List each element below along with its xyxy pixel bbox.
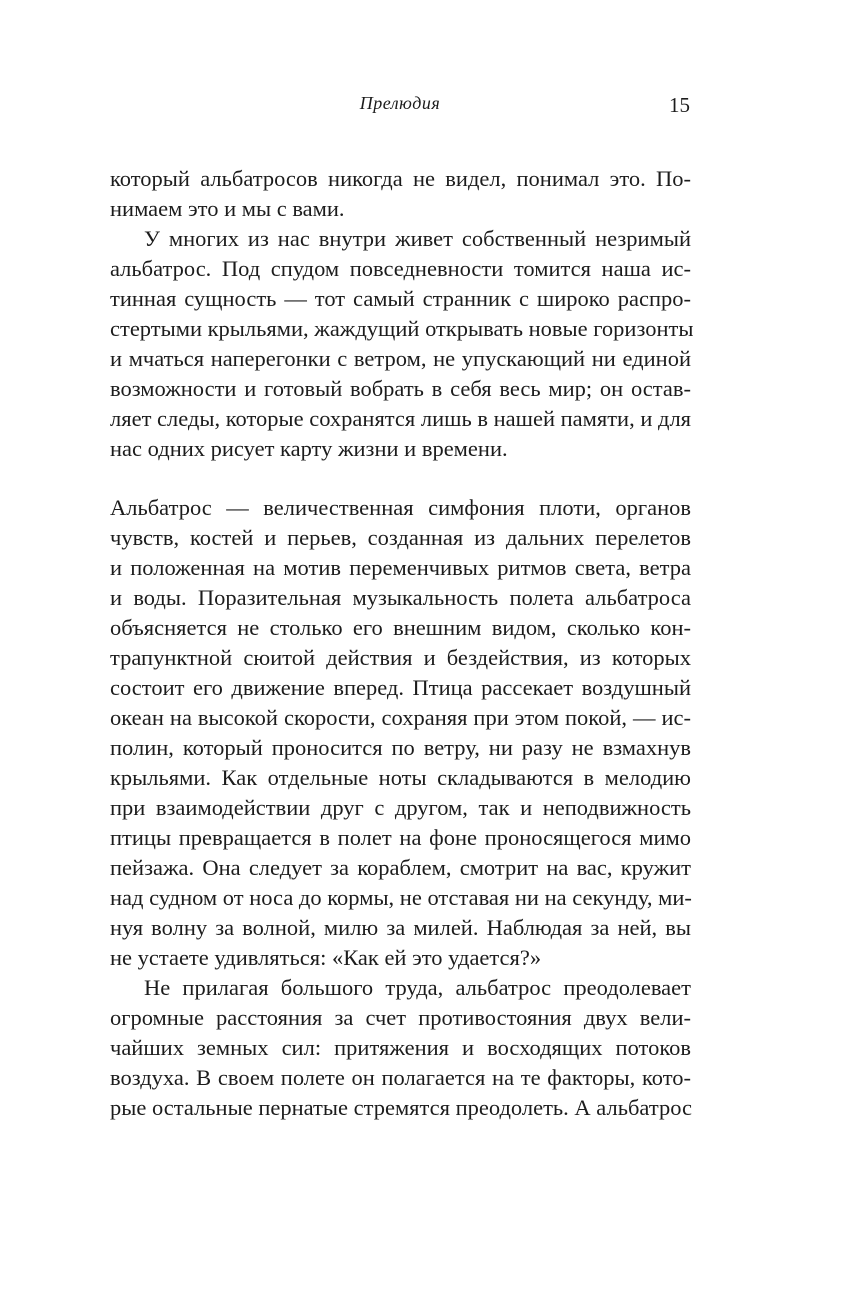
text-line: тинная сущность — тот самый странник с широко распро- — [110, 286, 691, 311]
text-line: ляет следы, которые сохранятся лишь в нашей памяти, и для — [110, 406, 692, 431]
text-line: пейзажа. Она следует за кораблем, смотрит на вас, кружит — [110, 855, 691, 880]
text-line: который альбатросов никогда не видел, понимал это. По- — [110, 166, 691, 191]
text-line: рые остальные пернатые стремятся преодолеть. А альбатрос — [110, 1095, 692, 1120]
text-line: не устаете удивляться: «Как ей это удается?» — [110, 945, 542, 970]
text-line: Альбатрос — величественная симфония плоти, органов — [110, 495, 691, 520]
text-line: океан на высокой скорости, сохраняя при этом покой, — ис- — [110, 705, 691, 730]
text-line: при взаимодействии друг с другом, так и неподвижность — [110, 795, 691, 820]
paragraph — [110, 224, 694, 464]
text-line: воздуха. В своем полете он полагается на те факторы, кото- — [110, 1065, 691, 1090]
text-line: нуя волну за волной, милю за милей. Наблюдая за ней, вы — [110, 915, 691, 940]
text-line: и мчаться наперегонки с ветром, не упускающий ни единой — [110, 346, 691, 371]
paragraph — [110, 493, 691, 973]
text-line: У многих из нас внутри живет собственный незримый — [144, 226, 691, 251]
text-line: крыльями. Как отдельные ноты складываются в мелодию — [110, 765, 691, 790]
text-line: стертыми крыльями, жаждущий открывать новые горизонты — [110, 316, 694, 341]
running-title: Прелюдия — [359, 93, 441, 113]
paragraph — [110, 973, 691, 1123]
text-line: над судном от носа до кормы, не отставая ни на секунду, ми- — [110, 885, 692, 910]
text-line: нас одних рисует карту жизни и времени. — [110, 436, 508, 461]
text-line: трапунктной сюитой действия и бездействия, из которых — [110, 645, 691, 670]
text-line: возможности и готовый вобрать в себя весь мир; он остав- — [110, 376, 691, 401]
text-line: альбатрос. Под спудом повседневности томится наша ис- — [110, 256, 691, 281]
text-line: и воды. Поразительная музыкальность полета альбатроса — [110, 585, 691, 610]
text-line: чувств, костей и перьев, созданная из дальних перелетов — [110, 525, 691, 550]
text-line: чайших земных сил: притяжения и восходящих потоков — [110, 1035, 691, 1060]
text-line: огромные расстояния за счет противостояния двух вели- — [110, 1005, 691, 1030]
text-line: Не прилагая большого труда, альбатрос преодолевает — [144, 975, 691, 1000]
text-line: объясняется не столько его внешним видом, сколько кон- — [110, 615, 691, 640]
text-line: состоит его движение вперед. Птица рассекает воздушный — [110, 675, 691, 700]
text-line: и положенная на мотив переменчивых ритмов света, ветра — [110, 555, 691, 580]
text-line: птицы превращается в полет на фоне проносящегося мимо — [110, 825, 691, 850]
page-number: 15 — [669, 93, 690, 117]
paragraph — [110, 164, 691, 224]
text-line: полин, который проносится по ветру, ни разу не взмахнув — [110, 735, 691, 760]
body-text — [110, 164, 694, 1123]
section-break — [110, 464, 691, 493]
text-line: нимаем это и мы с вами. — [110, 196, 345, 221]
